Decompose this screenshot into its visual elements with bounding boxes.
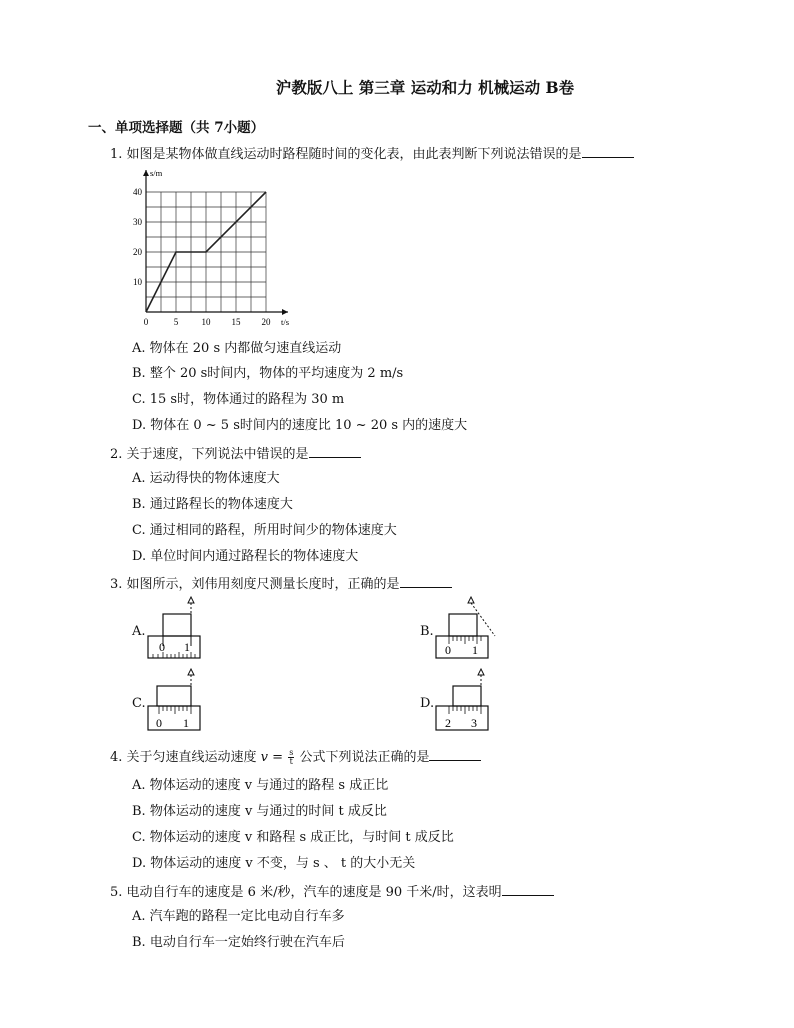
ruler-c-number-2: 1	[183, 716, 189, 730]
q3-option-d-label[interactable]: D.	[420, 696, 435, 711]
q3-option-c-label[interactable]: C.	[132, 696, 146, 711]
q1-option-c[interactable]: C. 15 s时，物体通过的路程为 30 m	[132, 392, 345, 407]
y-tick-label: 40	[133, 187, 142, 197]
x-tick-label: 15	[231, 317, 241, 327]
y-axis-label: s/m	[150, 168, 163, 178]
x-axis-label: t/s	[281, 317, 290, 327]
formula-equals: =	[268, 750, 288, 765]
ruler-figure-a[interactable]	[145, 594, 205, 660]
q3-option-b-label[interactable]: B.	[420, 624, 434, 639]
question-4-stem-post: 公式下列说法正确的是	[295, 750, 430, 765]
x-axis-arrow	[282, 309, 288, 315]
y-tick-label: 10	[133, 277, 142, 287]
ruler-figure-c[interactable]	[145, 666, 205, 732]
question-3	[110, 573, 452, 592]
x-tick-label: 5	[173, 317, 179, 327]
ruler-a-number-2: 1	[184, 640, 190, 654]
q2-option-c[interactable]: C. 通过相同的路程，所用时间少的物体速度大	[132, 523, 397, 538]
answer-blank	[502, 884, 554, 896]
ruler-figure-d[interactable]	[433, 666, 499, 732]
answer-blank	[582, 146, 634, 158]
question-3-stem: 3. 如图所示，刘伟用刻度尺测量长度时，正确的是	[110, 577, 400, 592]
ruler-b-number-2: 1	[472, 643, 478, 657]
answer-blank	[309, 446, 361, 458]
q2-option-d[interactable]: D. 单位时间内通过路程长的物体速度大	[132, 549, 359, 564]
question-5-stem: 5. 电动自行车的速度是 6 米/秒，汽车的速度是 90 千米/时，这表明	[110, 885, 502, 900]
ruler-d-number-1: 2	[445, 716, 451, 730]
question-2	[110, 443, 361, 462]
question-2-stem: 2. 关于速度，下列说法中错误的是	[110, 447, 309, 462]
q4-option-a[interactable]: A. 物体运动的速度 v 与通过的路程 s 成正比	[132, 778, 389, 793]
q5-option-b[interactable]: B. 电动自行车一定始终行驶在汽车后	[132, 935, 345, 950]
y-tick-label: 30	[133, 217, 142, 227]
y-axis-arrow	[143, 170, 149, 176]
q2-option-b[interactable]: B. 通过路程长的物体速度大	[132, 497, 293, 512]
ruler-c-number-1: 0	[156, 716, 162, 730]
question-4	[110, 746, 481, 766]
q1-option-a[interactable]: A. 物体在 20 s 内都做匀速直线运动	[132, 341, 342, 356]
question-4-stem-pre: 4. 关于匀速直线运动速度	[110, 750, 261, 765]
q5-option-a[interactable]: A. 汽车跑的路程一定比电动自行车多	[132, 909, 345, 924]
ruler-a-number-1: 0	[159, 640, 165, 654]
question-5	[110, 881, 554, 900]
q4-option-b[interactable]: B. 物体运动的速度 v 与通过的时间 t 成反比	[132, 804, 387, 819]
q2-option-a[interactable]: A. 运动得快的物体速度大	[132, 471, 280, 486]
question-1	[110, 143, 634, 162]
ruler-figure-b[interactable]	[433, 594, 499, 660]
formula-v: v	[260, 750, 269, 765]
x-tick-label: 20	[261, 317, 271, 327]
x-tick-label: 0	[143, 317, 149, 327]
q3-option-a-label[interactable]: A.	[132, 624, 146, 639]
formula-fraction	[288, 749, 294, 766]
q1-option-b[interactable]: B. 整个 20 s时间内，物体的平均速度为 2 m/s	[132, 366, 404, 381]
q4-option-d[interactable]: D. 物体运动的速度 v 不变，与 s 、 t 的大小无关	[132, 856, 416, 871]
formula-numerator: s	[289, 748, 294, 757]
x-tick-label: 10	[201, 317, 211, 327]
y-tick-label: 20	[133, 247, 142, 257]
ruler-d-number-2: 3	[471, 716, 477, 730]
answer-blank	[429, 749, 481, 761]
distance-time-chart	[120, 162, 310, 332]
answer-blank	[400, 576, 452, 588]
section-heading: 一、单项选择题（共 7小题）	[88, 120, 265, 136]
document-title: 沪教版八上 第三章 运动和力 机械运动 B卷	[275, 78, 575, 97]
ruler-b-number-1: 0	[445, 643, 451, 657]
q4-option-c[interactable]: C. 物体运动的速度 v 和路程 s 成正比，与时间 t 成反比	[132, 830, 454, 845]
question-1-stem: 1. 如图是某物体做直线运动时路程随时间的变化表，由此表判断下列说法错误的是	[110, 147, 582, 162]
formula-denominator: t	[289, 757, 293, 766]
q1-option-d[interactable]: D. 物体在 0 ~ 5 s时间内的速度比 10 ~ 20 s 内的速度大	[132, 418, 468, 433]
